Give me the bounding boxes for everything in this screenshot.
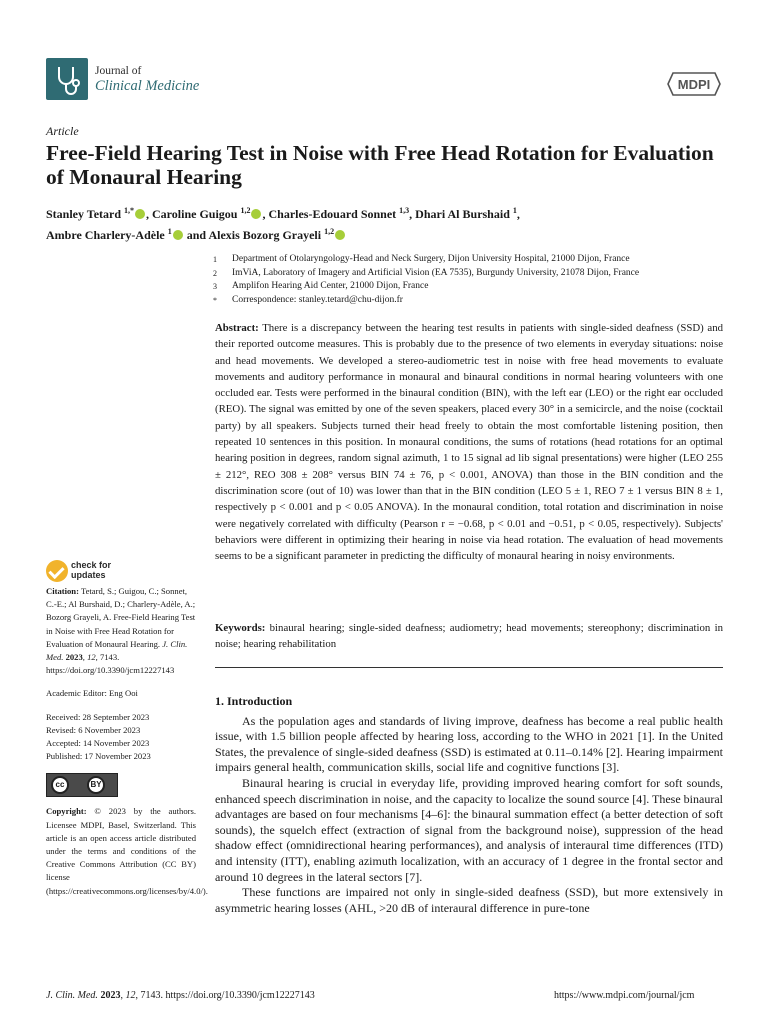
journal-name: [95, 64, 199, 94]
affiliation-mark: 2: [213, 268, 217, 278]
author-affiliation-mark: 1,2: [240, 206, 251, 215]
academic-editor: Academic Editor: Eng Ooi: [46, 688, 138, 699]
check-updates-line2: updates: [71, 570, 106, 580]
journal-name-line1: Journal of: [95, 65, 142, 77]
check-for-updates-button[interactable]: [46, 560, 141, 582]
author-affiliation-mark: 1: [167, 227, 172, 236]
citation-doi[interactable]: , 7143. https://doi.org/10.3390/jcm12227143: [46, 652, 175, 676]
section-heading: 1. Introduction: [215, 694, 293, 708]
revised-date: Revised: 6 November 2023: [46, 724, 141, 735]
citation-year: 2023: [65, 652, 83, 663]
published-date: Published: 17 November 2023: [46, 751, 151, 762]
author-list: Stanley Tetard $^{1,*}$ , Caroline Guigou $^{1,2}$ , Charles-Edouard Sonnet $^{1,3}$, Dhari Al Burshaid $^1$, Ambre Charlery-Adèle $^1$ and Alexis Bozorg Grayeli $^{1,2}$: [46, 206, 520, 242]
footer-journal-url[interactable]: https://www.mdpi.com/journal/jcm: [554, 990, 695, 1001]
abstract: [215, 320, 723, 564]
journal-name-line2: Clinical Medicine: [95, 78, 200, 94]
stethoscope-icon: [46, 58, 88, 100]
footer-year: 2023: [100, 990, 121, 1001]
affiliation-item: [213, 253, 733, 267]
cc-icon: cc: [51, 776, 69, 794]
author-conjunction: and: [186, 228, 207, 242]
footer-volume: 12: [125, 990, 136, 1001]
footer-doi[interactable]: , 7143. https://doi.org/10.3390/jcm12227143: [135, 990, 315, 1001]
paragraph: These functions are impaired not only in single-sided deafness (SSD), but more extensively in asymmetric hearing losses (AHL, >20 dB of interaural difference in pure-tone: [215, 885, 723, 915]
orcid-icon[interactable]: [335, 230, 345, 240]
affiliation-item: [213, 267, 733, 281]
correspondence-item: [213, 294, 733, 308]
publisher-name: MDPI: [677, 77, 711, 92]
author-name: Caroline Guigou: [152, 207, 238, 221]
author-affiliation-mark: 1,3: [399, 206, 410, 215]
by-person-icon: BY: [87, 776, 105, 794]
citation-label: Citation:: [46, 586, 79, 596]
orcid-icon[interactable]: [135, 209, 145, 219]
checkmark-icon: [46, 560, 68, 582]
author-affiliation-mark: 1,2: [324, 227, 335, 236]
author-name: Dhari Al Burshaid: [415, 207, 510, 221]
introduction-section: [215, 694, 723, 916]
orcid-icon[interactable]: [251, 209, 261, 219]
footer-citation: J. Clin. Med. 2023, 12, 7143. https://doi.org/10.3390/jcm12227143: [46, 990, 315, 1001]
article-title: Free-Field Hearing Test in Noise with Free Head Rotation for Evaluation of Monaural Hearing: [46, 141, 714, 189]
affiliation-text: Amplifon Hearing Aid Center, 21000 Dijon, France: [232, 281, 429, 291]
citation-volume: 12: [87, 652, 96, 663]
abstract-text: There is a discrepancy between the hearing test results in patients with single-sided deafness (SSD) and their reported outcome measures. This is probably due to the presence of two elements in everyday situations: noise and head movements. We developed a stereo-audiometric test in noise with free head movements to evaluate movements and auditory performance in monaural and binaural conditions in normal hearing volunteers with one occluded ear. Tests were performed in the binaural condition (BIN), with the left ear (LEO) or the right ear occluded (REO). The signal was emitted by one of the seven speakers, placed every 30° in a semicircle, and the noise (cocktail party) by all speakers. Subjects turned their head freely to obtain the most comfortable listening position, then repeated 10 sentences in this position. In monaural conditions, the sums of rotations (head rotations for an optimal hearing position in degrees, random signal azimuth, 1 to 15 signal ad lib signal presentations) were higher (LEO 255 ± 212°, REO 308 ± 208° versus BIN 74 ± 76, p < 0.001, ANOVA) than those in the BIN condition and the discrimination score (out of 10) was lower than that in the BIN condition (LEO 5 ± 1, REO 7 ± 1 versus BIN 8 ± 1, respectively p < 0.001 and p < 0.05 ANOVA). In the monaural condition, total rotation and discrimination in noise were negatively correlated with difficulty (Pearson r = −0.68, p < 0.01 and −0.51, p < 0.05, respectively). Subjects' behaviors were different in optimizing their hearing in noise via head rotation. The evaluation of head movements seems to be a significant parameter in predicting the difficulty of monaural hearing in noisy environments.: [215, 322, 723, 563]
paragraph: As the population ages and standards of living improve, deafness has become a real public health issue, with 1.5 billion people affected by hearing loss, according to the WHO in 2021 [1]. In the United States, the prevalence of single-sided deafness (SSD) is estimated at 0.11–0.14% [2]. Hearing impairment impairs general health, communication skills, social life and cognitive functions [3].: [215, 713, 723, 775]
affiliation-text: ImViA, Laboratory of Imagery and Artificial Vision (EA 7535), Burgundy University, 21078 Dijon, France: [232, 267, 640, 278]
article-type: Article: [46, 124, 79, 138]
abstract-label: Abstract:: [215, 322, 259, 334]
citation-journal: J. Clin. Med.: [46, 638, 188, 663]
affiliation-mark: 1: [213, 255, 217, 264]
journal-logo: [46, 58, 88, 100]
copyright-block: [46, 805, 208, 897]
author-name: Charles-Edouard Sonnet: [268, 207, 397, 221]
keywords: [215, 620, 723, 653]
accepted-date: Accepted: 14 November 2023: [46, 738, 150, 749]
cc-by-license-badge[interactable]: [46, 773, 118, 797]
author-affiliation-mark: 1: [512, 206, 517, 215]
dates-block: [46, 711, 196, 764]
author-affiliation-mark: 1,*: [124, 206, 135, 215]
affiliation-mark: 3: [213, 282, 217, 291]
keywords-text: binaural hearing; single-sided deafness; audiometry; head movements; stereophony; discrimination in noise; hearing rehabilitation: [215, 622, 723, 651]
copyright-label: Copyright:: [46, 806, 87, 817]
orcid-icon[interactable]: [173, 230, 183, 240]
paragraph: Binaural hearing is crucial in everyday life, providing improved hearing comfort for soft sounds, enhanced speech discrimination in noise, and the capacity to localize the sound source [4]. These binaural advantages are based on four mechanisms [4–6]: the binaural summation effect (a better detection of soft sounds), the squelch effect (extraction of signal from the background noise), suppression of the head shadow effect (omnidirectional hearing performances), and analysis of interaural time differences (ITD) and intensity (ITT), enabling azimuth localization, with an accuracy of 1 degree in the frontal sector and around 10 degrees in the lateral sectors [7].: [215, 775, 723, 884]
citation-text: Tetard, S.; Guigou, C.; Sonnet, C.-E.; Al Burshaid, D.; Charlery-Adèle, A.; Bozorg Grayeli, A. Free-Field Hearing Test in Noise with Free Head Rotation for Evaluation of Monaural Hearing.: [46, 586, 196, 649]
citation-block: Citation: Tetard, S.; Guigou, C.; Sonnet, C.-E.; Al Burshaid, D.; Charlery-Adèle, A.; Bozorg Grayeli, A. Free-Field Hearing Test in Noise with Free Head Rotation for Evaluation of Monaural Hearing. J. Clin. Med. 2023, 12, 7143. https://doi.org/10.3390/jcm12227143: [46, 586, 196, 676]
affiliations: [213, 253, 733, 307]
keywords-label: Keywords:: [215, 622, 266, 634]
author-name: Stanley Tetard: [46, 207, 122, 221]
affiliation-mark: *: [213, 295, 217, 305]
author-name: Alexis Bozorg Grayeli: [208, 228, 322, 242]
author-name: Ambre Charlery-Adèle: [46, 228, 165, 242]
section-divider: [215, 667, 723, 668]
correspondence-text[interactable]: Correspondence: stanley.tetard@chu-dijon.fr: [232, 294, 403, 305]
mdpi-logo: [666, 70, 722, 103]
article-sidebar: [46, 585, 208, 898]
copyright-text: © 2023 by the authors. Licensee MDPI, Basel, Switzerland. This article is an open access article distributed under the terms and conditions of the Creative Commons Attribution (CC BY) license (https://creativecommons.org/licenses/by/4.0/).: [46, 806, 208, 896]
affiliation-text: Department of Otolaryngology-Head and Neck Surgery, Dijon University Hospital, 21000 Dijon, France: [232, 254, 630, 264]
check-updates-line1: check for: [71, 560, 112, 570]
footer-journal: J. Clin. Med.: [46, 990, 98, 1001]
received-date: Received: 28 September 2023: [46, 711, 150, 722]
affiliation-item: [213, 280, 733, 294]
